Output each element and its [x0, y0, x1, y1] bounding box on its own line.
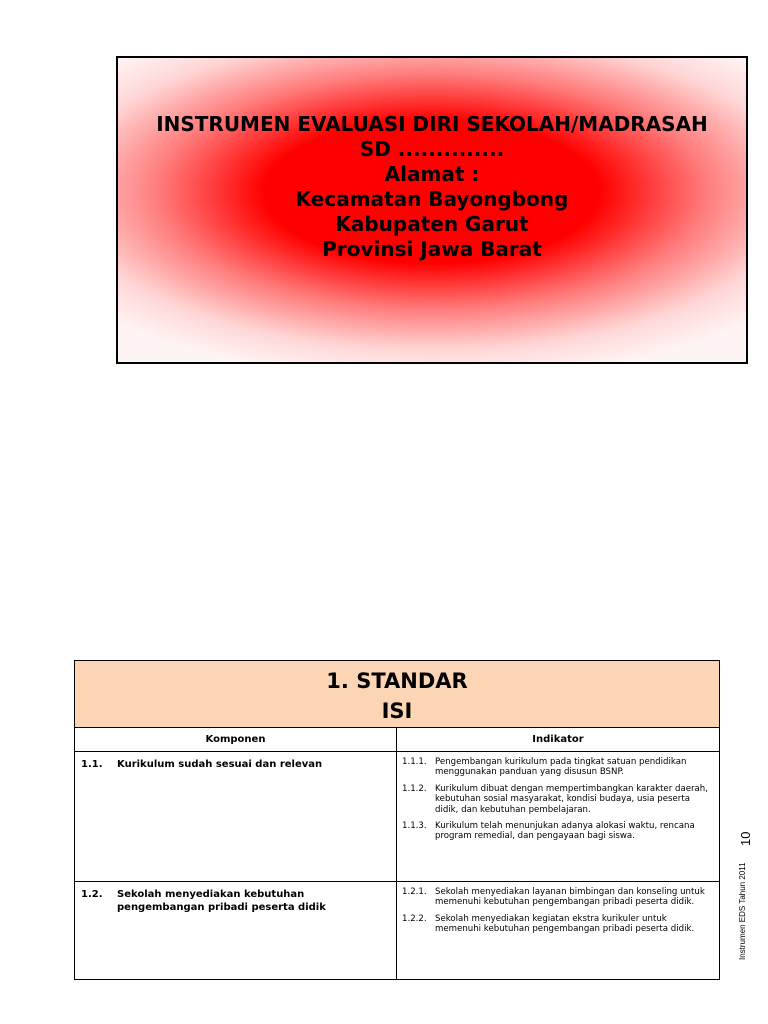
page-number: 10 — [738, 831, 753, 846]
column-header-indicator: Indikator — [532, 734, 584, 745]
indicator-number: 1.1.3. — [402, 821, 427, 832]
table-row — [75, 882, 719, 979]
cover-province: Provinsi Jawa Barat — [322, 237, 542, 261]
footer-caption: Instrumen EDS Tahun 2011 — [738, 862, 747, 960]
component-cell — [75, 752, 397, 881]
cover-title-box — [116, 56, 748, 364]
indicator-text: Sekolah menyediakan layanan bimbingan dan konseling untuk memenuhi kebutuhan pengembangan pribadi peserta didik. — [435, 887, 705, 908]
table-column-headers — [75, 728, 719, 752]
cover-regency: Kabupaten Garut — [335, 212, 529, 236]
indicator-cell — [397, 882, 719, 979]
cover-title-line: INSTRUMEN EVALUASI DIRI SEKOLAH/MADRASAH — [156, 112, 708, 136]
table-row — [75, 752, 719, 882]
indicator-item — [402, 887, 711, 908]
standard-subtitle: ISI — [381, 699, 413, 723]
indicator-number: 1.1.1. — [402, 757, 427, 767]
indicator-number: 1.2.1. — [402, 887, 427, 897]
standard-table — [74, 660, 720, 980]
component-text: Kurikulum sudah sesuai dan relevan — [117, 759, 323, 770]
indicator-item — [402, 914, 711, 935]
component-text: Sekolah menyediakan kebutuhan pengembangan pribadi peserta didik — [117, 889, 326, 913]
indicator-number: 1.2.2. — [402, 913, 427, 924]
component-number: 1.2. — [81, 889, 103, 900]
indicator-item — [402, 784, 711, 815]
component-number: 1.1. — [81, 759, 103, 770]
indicator-item — [402, 821, 711, 842]
cover-address-label: Alamat : — [384, 162, 480, 186]
indicator-text: Sekolah menyediakan kegiatan ekstra kurikuler untuk memenuhi kebutuhan pengembangan pribadi peserta didik. — [435, 913, 695, 935]
cover-school-line: SD .............. — [359, 137, 505, 161]
standard-title: 1. STANDAR — [326, 669, 468, 693]
indicator-text: Pengembangan kurikulum pada tingkat satuan pendidikan menggunakan panduan yang disusun BSNP. — [435, 757, 687, 778]
cover-district: Kecamatan Bayongbong — [295, 187, 569, 211]
indicator-cell — [397, 752, 719, 881]
indicator-number: 1.1.2. — [402, 783, 427, 794]
component-cell — [75, 882, 397, 979]
column-header-component: Komponen — [75, 728, 397, 751]
indicator-item — [402, 757, 711, 778]
indicator-text: Kurikulum dibuat dengan mempertimbangkan karakter daerah, kebutuhan sosial masyarakat, kondisi budaya, usia peserta didik, dan kebutuhan pembelajaran. — [435, 783, 708, 815]
indicator-text: Kurikulum telah menunjukan adanya alokasi waktu, rencana program remedial, dan pengayaan bagi siswa. — [435, 821, 695, 842]
standard-header — [75, 661, 719, 728]
